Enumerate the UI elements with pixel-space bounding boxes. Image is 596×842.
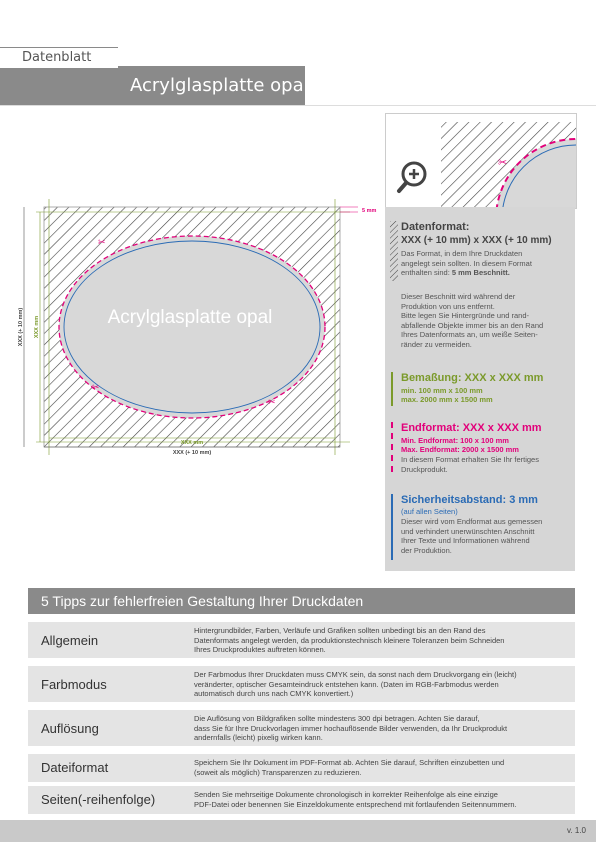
text-line: Dieser Beschnitt wird während der [401, 292, 516, 301]
text-line: automatisch durch uns nach CMYK konvertiert.) [194, 689, 354, 698]
bemassung-marker [391, 372, 393, 406]
footer [0, 820, 596, 842]
endformat-max: Max. Endformat: 2000 x 1500 mm [401, 445, 519, 454]
version-label: v. 1.0 [567, 826, 586, 835]
tip-text [194, 758, 569, 777]
tip-row [28, 622, 575, 658]
tip-text [194, 626, 569, 655]
technical-drawing [0, 185, 385, 475]
text-line: Speichern Sie Ihr Dokument im PDF-Format ab. Achten Sie darauf, Schriften einzubetten und [194, 758, 505, 767]
bemassung-title: Bemaßung: XXX x XXX mm [401, 372, 544, 384]
scissors-icon: ✂ [268, 398, 276, 408]
sicherheit-title: Sicherheitsabstand: 3 mm [401, 494, 538, 506]
datenformat-size: XXX (+ 10 mm) x XXX (+ 10 mm) [401, 235, 552, 246]
sicherheit-text [401, 517, 542, 555]
bemassung-max: max. 2000 mm x 1500 mm [401, 395, 493, 404]
text-line [401, 268, 532, 278]
text-line: und verhindert unerwünschten Anschnitt [401, 526, 535, 536]
scissors-icon: ✂ [98, 238, 106, 248]
datenformat-text [401, 249, 532, 278]
hatch-marker [390, 221, 398, 281]
tip-text [194, 714, 569, 743]
text-line: abfallende Objekte immer bis an den Rand [401, 320, 544, 330]
endformat-marker [391, 422, 395, 472]
bemassung-min: min. 100 mm x 100 mm [401, 386, 483, 395]
datenformat-title: Datenformat: [401, 221, 470, 233]
text-line: angelegt sein sollten. In diesem Format [401, 258, 532, 268]
text-line: Ihres Datenformats an, um weiße Seiten- [401, 330, 538, 339]
text-line: Hintergrundbilder, Farben, Verläufe und Grafiken sollten unbedingt bis an den Rand des [194, 626, 486, 635]
endformat-text [401, 455, 539, 474]
zoom-detail [385, 113, 577, 209]
tip-text [194, 670, 569, 699]
text-line: Das Format, in dem Ihre Druckdaten [401, 249, 523, 258]
scissors-icon: ✂ [92, 383, 100, 393]
sicherheit-sub: (auf allen Seiten) [401, 507, 458, 516]
sicherheit-marker [391, 494, 393, 560]
text-span-bold: 5 mm Beschnitt. [451, 268, 510, 277]
outer-height-label: XXX (+ 10 mm) [18, 307, 24, 347]
tip-row [28, 666, 575, 702]
datenblatt-label: Datenblatt [22, 50, 92, 65]
outer-width-label: XXX (+ 10 mm) [172, 450, 212, 456]
text-line: dass Sie für Ihre Druckvorlagen immer hochauflösende Bilder verwenden, da Ihr Druckprodukt [194, 723, 508, 733]
text-line: der Produktion. [401, 545, 452, 555]
tips-header [28, 588, 575, 614]
text-line: Senden Sie mehrseitige Dokumente chronologisch in korrekter Reihenfolge als eine einzige [194, 790, 498, 799]
plate-label: Acrylglasplatte opal [107, 307, 273, 328]
tip-row [28, 786, 575, 814]
tip-text [194, 790, 569, 809]
text-line: PDF-Datei oder benennen Sie Einzeldokumente entsprechend mit fortlaufenden Seitennummern. [194, 799, 517, 809]
tip-label: Farbmodus [41, 677, 107, 692]
text-line: Druckprodukt. [401, 464, 448, 474]
product-title: Acrylglasplatte opal [130, 75, 309, 96]
tip-label: Dateiformat [41, 760, 109, 775]
tip-label: Seiten(-reihenfolge) [41, 792, 156, 807]
tip-label: Auflösung [41, 721, 99, 736]
endformat-min: Min. Endformat: 100 x 100 mm [401, 436, 509, 445]
scissors-icon: ✂ [498, 156, 508, 169]
text-line: Die Auflösung von Bildgrafiken sollte mindestens 300 dpi betragen. Achten Sie darauf, [194, 714, 480, 723]
text-line: Ihres Druckproduktes auftreten können. [194, 645, 326, 654]
text-line: Datenformats angelegt werden, da produktionstechnisch kleinere Toleranzen beim Schneiden [194, 635, 505, 645]
text-line: Ihrer Texte und Informationen während [401, 536, 530, 545]
tip-label: Allgemein [41, 633, 99, 648]
inner-width-label: XXX mm [180, 440, 204, 446]
bleed-label: 5 mm [362, 208, 377, 214]
magnifier-plus-icon [399, 163, 425, 191]
tip-row [28, 710, 575, 746]
tip-row [28, 754, 575, 782]
info-panel [385, 207, 575, 571]
inner-height-label: XXX mm [34, 315, 40, 339]
text-line: Bitte legen Sie Hintergründe und rand- [401, 311, 529, 320]
text-line: Dieser wird vom Endformat aus gemessen [401, 517, 543, 526]
text-line: ränder zu vermeiden. [401, 339, 472, 349]
zoom-detail-drawing [386, 114, 576, 208]
endformat-title: Endformat: XXX x XXX mm [401, 422, 542, 434]
datenblatt-tab [0, 47, 118, 68]
tips-heading: 5 Tipps zur fehlerfreien Gestaltung Ihrer Druckdaten [41, 593, 364, 609]
text-line: veränderter, optischer Gesamteindruck entstehen kann. (Daten im RGB-Farbmodus werden [194, 679, 499, 689]
text-span: enthalten sind: [401, 268, 452, 277]
text-line: andernfalls (leicht) pixelig wirken kann. [194, 733, 323, 742]
header-divider [0, 105, 596, 106]
text-line: (soweit als möglich) Transparenzen zu reduzieren. [194, 767, 362, 777]
beschnitt-text [401, 292, 543, 349]
text-line: In diesem Format erhalten Sie Ihr fertiges [401, 455, 539, 464]
text-line: Produktion von uns entfernt. [401, 301, 495, 311]
text-line: Der Farbmodus Ihrer Druckdaten muss CMYK sein, da sonst nach dem Druckvorgang ein (leicht) [194, 670, 517, 679]
